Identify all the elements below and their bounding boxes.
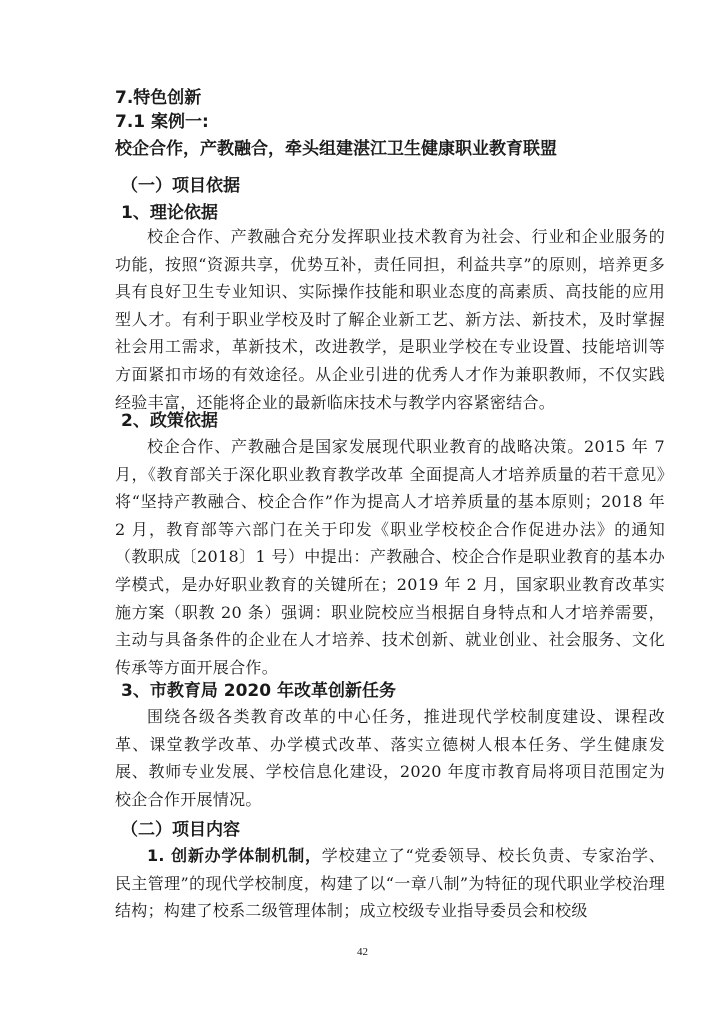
theory-basis-heading: 1、理论依据 [121, 203, 218, 223]
page-number: 42 [357, 946, 368, 958]
part1-heading: （一）项目依据 [121, 176, 240, 196]
case-subtitle: 校企合作，产教融合，牵头组建湛江卫生健康职业教育联盟 [115, 139, 557, 159]
reform-task-heading: 3、市教育局 2020 年改革创新任务 [121, 681, 396, 701]
case-title: 7.1 案例一: [115, 112, 209, 132]
section-title: 7.特色创新 [115, 88, 202, 108]
reform-task-paragraph: 围绕各级各类教育改革的中心任务，推进现代学校制度建设、课程改革、课堂教学改革、办学模式改革、落实立德树人根本任务、学生健康发展、教师专业发展、学校信息化建设，2020 年度市教育局将项目范围定为校企合作开展情况。 [115, 707, 665, 809]
part2-heading: （二）项目内容 [121, 820, 240, 840]
system-innovation-lead: 1. 创新办学体制机制， [147, 846, 322, 865]
policy-basis-paragraph: 校企合作、产教融合是国家发展现代职业教育的战略决策。2015 年 7 月，《教育部关于深化职业教育教学改革 全面提高人才培养质量的若干意见》将“坚持产教融合、校企合作”作为提高人才培养质量的基本原则；2018 年 2 月，教育部等六部门在关于印发《职业学校校企合作促进办法》的通知（教职成〔2018〕1 号）中提出：产教融合、校企合作是职业教育的基本办学模式，是办好职业教育的关键所在；2019 年 2 月，国家职业教育改革实施方案（职教 20 条）强调：职业院校应当根据自身特点和人才培养需要，主动与具备条件的企业在人才培养、技术创新、就业创业、社会服务、文化传承等方面开展合作。 [115, 437, 665, 677]
policy-basis-heading: 2、政策依据 [121, 411, 218, 431]
system-innovation-paragraph [115, 842, 665, 925]
theory-basis-paragraph: 校企合作、产教融合充分发挥职业技术教育为社会、行业和企业服务的功能，按照“资源共享，优势互补，责任同担，利益共享”的原则，培养更多具有良好卫生专业知识、实际操作技能和职业态度的高素质、高技能的应用型人才。有利于职业学校及时了解企业新工艺、新方法、新技术，及时掌握社会用工需求，革新技术，改进教学，是职业学校在专业设置、技能培训等方面紧扣市场的有效途径。从企业引进的优秀人才作为兼职教师，不仅实践经验丰富，还能将企业的最新临床技术与教学内容紧密结合。 [115, 227, 665, 412]
system-innovation-text: 学校建立了“党委领导、校长负责、专家治学、民主管理”的现代学校制度，构建了以“一章八制”为特征的现代职业学校治理结构；构建了校系二级管理体制；成立校级专业指导委员会和校级 [115, 846, 665, 921]
